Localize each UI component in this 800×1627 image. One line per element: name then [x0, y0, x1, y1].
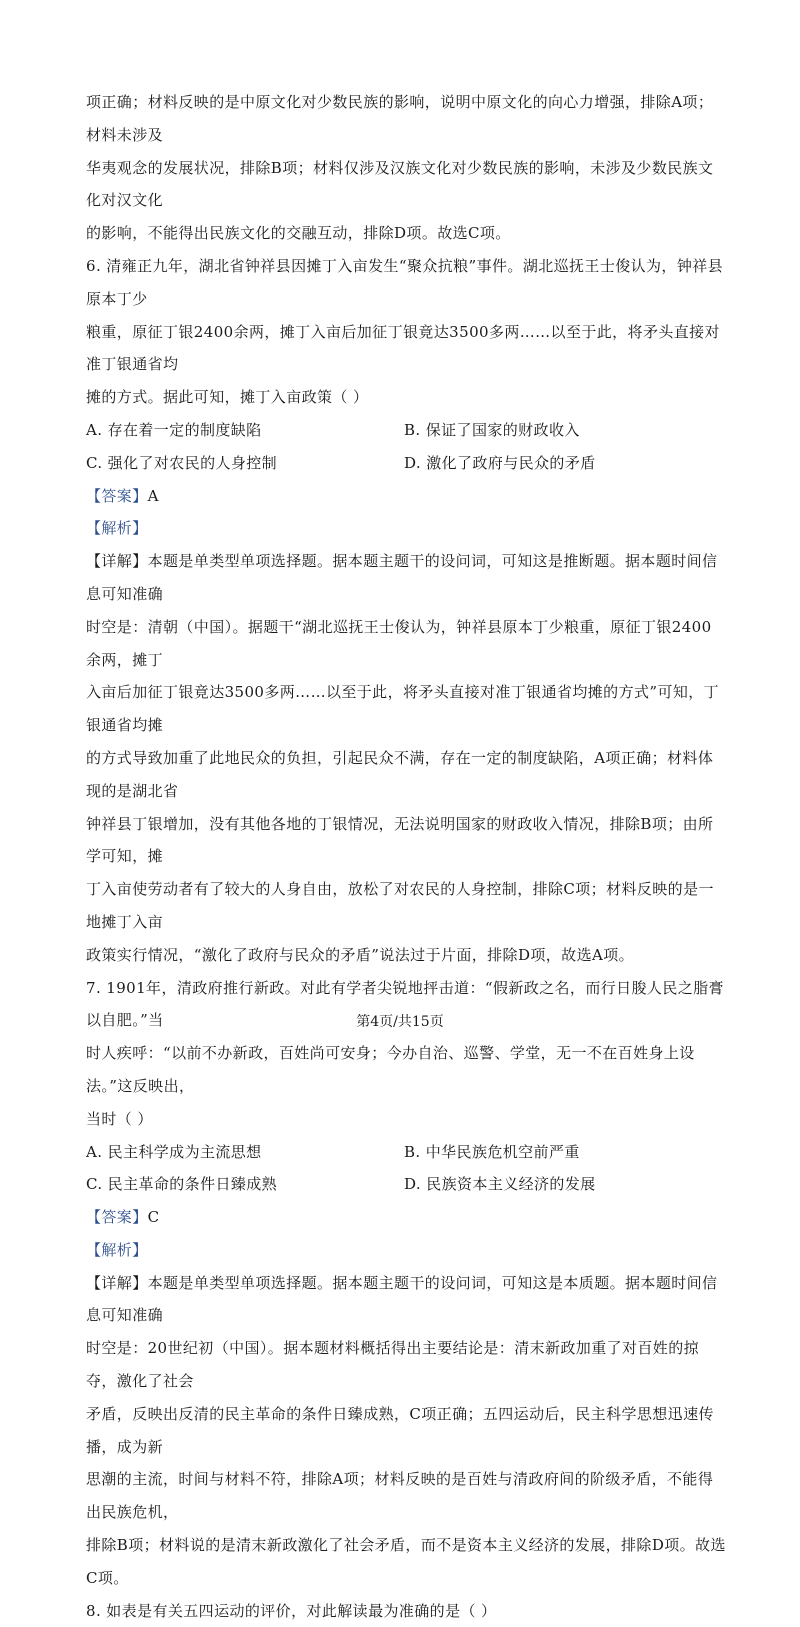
option-a: A. 存在着一定的制度缺陷 — [86, 420, 262, 439]
text-line: 华夷观念的发展状况，排除B项；材料仅涉及汉族文化对少数民族的影响，未涉及少数民族文化对汉文化 — [86, 158, 714, 210]
answer-value: C — [147, 1208, 160, 1227]
answer-line — [86, 480, 726, 513]
detail-text: 丁入亩使劳动者有了较大的人身自由，放松了对农民的人身控制，排除C项；材料反映的是一地摊丁入亩 — [86, 880, 714, 931]
analysis-line — [86, 1234, 726, 1267]
answer-value: A — [147, 486, 159, 505]
page-number: 第4页/共15页 — [356, 1014, 444, 1030]
detail-text: 矛盾，反映出反清的民主革命的条件日臻成熟，C项正确；五四运动后，民主科学思想迅速传播，成为新 — [86, 1404, 714, 1456]
analysis-line — [86, 512, 726, 545]
detail-text: 本题是单类型单项选择题。据本题主题干的设问词，可知这是本质题。据本题时间信息可知准确 — [86, 1273, 718, 1325]
detail-line — [86, 1267, 726, 1333]
detail-line — [86, 545, 726, 611]
question-7-options-row-1 — [86, 1136, 726, 1169]
question-7-options-row-2 — [86, 1168, 726, 1201]
question-7-stem: 时人疾呼：“以前不办新政，百姓尚可安身；今办自治、巡警、学堂，无一不在百姓身上设法。”这反映出， — [86, 1044, 695, 1095]
answer-tag: 【答案】 — [86, 1208, 148, 1227]
answer-line — [86, 1201, 726, 1234]
question-6-stem: 摊的方式。据此可知，摊丁入亩政策（ ） — [86, 388, 369, 407]
text-line: 的影响，不能得出民族文化的交融互动，排除D项。故选C项。 — [86, 224, 511, 243]
question-6-options-row-1 — [86, 414, 726, 447]
analysis-tag: 【解析】 — [86, 519, 148, 538]
detail-text: 时空是：清朝（中国）。据题干“湖北巡抚王士俊认为，钟祥县原本丁少粮重，原征丁银2400余两，摊丁 — [86, 617, 712, 669]
option-b: B. 中华民族危机空前严重 — [404, 1142, 580, 1161]
option-a: A. 民主科学成为主流思想 — [86, 1142, 262, 1161]
document-body — [86, 86, 726, 1627]
detail-text: 排除B项；材料说的是清末新政激化了社会矛盾，而不是资本主义经济的发展，排除D项。故选C项。 — [86, 1536, 726, 1587]
detail-text: 钟祥县丁银增加，没有其他各地的丁银情况，无法说明国家的财政收入情况，排除B项；由所学可知，摊 — [86, 814, 714, 866]
option-d: D. 激化了政府与民众的矛盾 — [404, 453, 596, 472]
detail-text: 思潮的主流，时间与材料不符，排除A项；材料反映的是百姓与清政府间的阶级矛盾，不能得出民族危机， — [86, 1470, 714, 1522]
answer-tag: 【答案】 — [86, 486, 148, 505]
question-8-stem: 8. 如表是有关五四运动的评价，对此解读最为准确的是（ ） — [86, 1601, 497, 1620]
option-b: B. 保证了国家的财政收入 — [404, 420, 580, 439]
option-c: C. 强化了对农民的人身控制 — [86, 453, 278, 472]
question-7-stem: 当时（ ） — [86, 1109, 153, 1128]
analysis-tag: 【解析】 — [86, 1240, 148, 1259]
question-6-stem: 6. 清雍正九年，湖北省钟祥县因摊丁入亩发生“聚众抗粮”事件。湖北巡抚王士俊认为，钟祥县原本丁少 — [86, 256, 724, 308]
detail-text: 的方式导致加重了此地民众的负担，引起民众不满，存在一定的制度缺陷，A项正确；材料体现的是湖北省 — [86, 748, 714, 800]
detail-tag: 【详解】 — [86, 1273, 148, 1292]
option-d: D. 民族资本主义经济的发展 — [404, 1175, 596, 1194]
question-6-options-row-2 — [86, 447, 726, 480]
detail-text: 政策实行情况，“激化了政府与民众的矛盾”说法过于片面，排除D项，故选A项。 — [86, 945, 634, 964]
detail-tag: 【详解】 — [86, 552, 148, 571]
option-c: C. 民主革命的条件日臻成熟 — [86, 1175, 278, 1194]
detail-text: 本题是单类型单项选择题。据本题主题干的设问词，可知这是推断题。据本题时间信息可知准确 — [86, 552, 718, 603]
question-7-stem: 7. 1901年，清政府推行新政。对此有学者尖锐地抨击道：“假新政之名，而行日朘人民之脂膏以自肥。”当 — [86, 978, 724, 1030]
question-6-stem: 粮重，原征丁银2400余两，摊丁入亩后加征丁银竟达3500多两……以至于此，将矛头直接对准丁银通省均 — [86, 322, 720, 374]
detail-text: 入亩后加征丁银竟达3500多两……以至于此，将矛头直接对准丁银通省均摊的方式”可知，丁银通省均摊 — [86, 683, 720, 735]
text-line: 项正确；材料反映的是中原文化对少数民族的影响，说明中原文化的向心力增强，排除A项；材料未涉及 — [86, 93, 714, 144]
detail-text: 时空是：20世纪初（中国）。据本题材料概括得出主要结论是：清末新政加重了对百姓的掠夺，激化了社会 — [86, 1339, 699, 1391]
